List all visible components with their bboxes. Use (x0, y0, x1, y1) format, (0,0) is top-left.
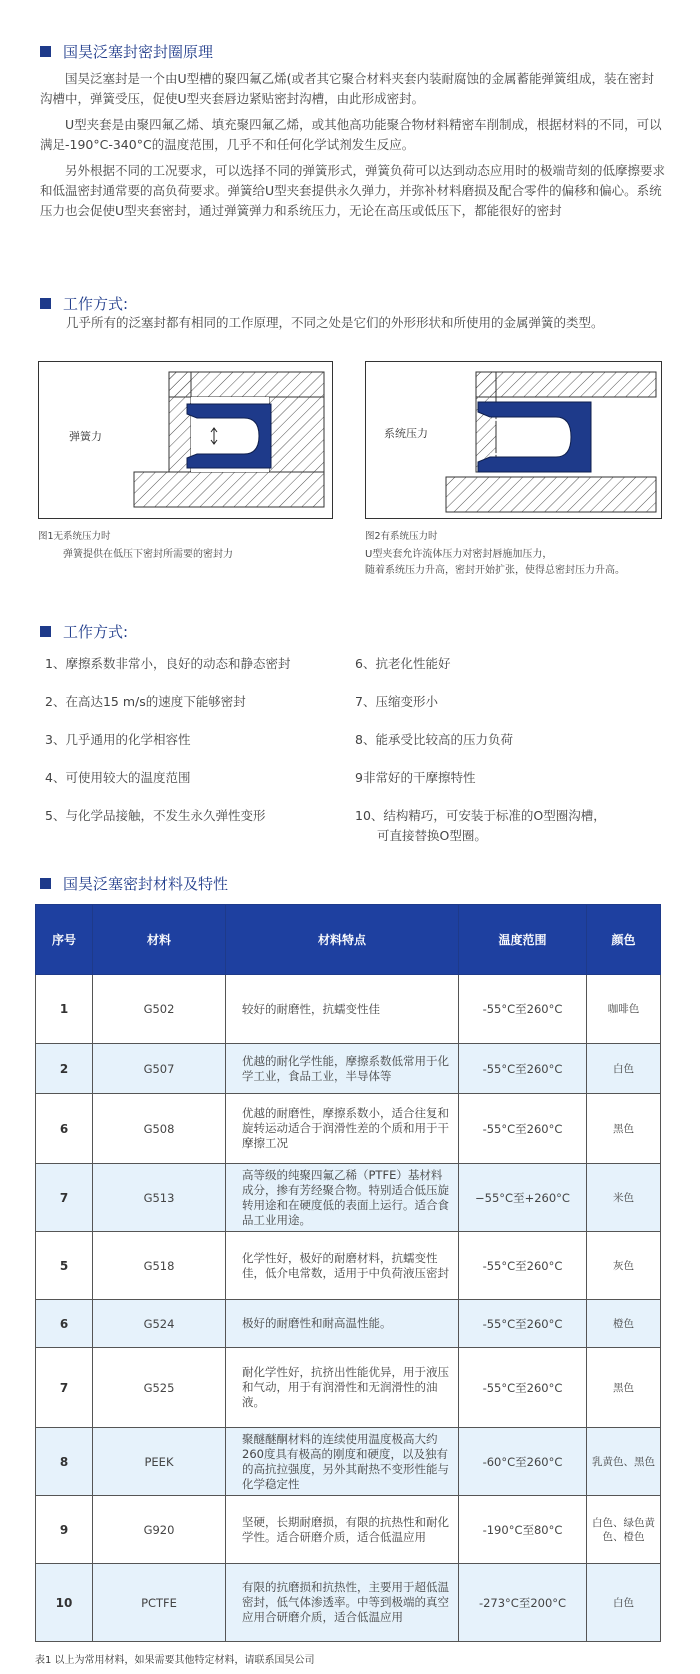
square-bullet-icon (40, 878, 51, 889)
table-header-row (36, 905, 661, 975)
section-title-text: 国昊泛塞密封材料及特性 (63, 875, 229, 893)
header-temperature: 温度范围 (459, 905, 587, 975)
cell-color: 咖啡色 (587, 975, 661, 1044)
header-seq: 序号 (36, 905, 93, 975)
feature-item: 8、能承受比较高的压力负荷 (355, 732, 513, 747)
cell-color: 白色 (587, 1044, 661, 1094)
materials-table (35, 904, 661, 1642)
feature-item: 7、压缩变形小 (355, 694, 438, 709)
cell-feature: 高等级的纯聚四氟乙稀（PTFE）基材料成分，掺有芳经聚合物。特别适合低压旋转用途和在硬度低的表面上运行。适合食品工业用途。 (226, 1164, 459, 1232)
cell-material: G524 (93, 1300, 226, 1348)
principle-paragraph-3: 另外根据不同的工况要求，可以选择不同的弹簧形式，弹簧负荷可以达到动态应用时的极端苛刻的低摩擦要求和低温密封通常要的高负荷要求。弹簧给U型夹套提供永久弹力，并弥补材料磨损及配合零件的偏移和偏心。系统压力也会促使U型夹套密封，通过弹簧弹力和系统压力，无论在高压或低压下，都能很好的密封 (40, 163, 666, 218)
cell-seq: 7 (36, 1164, 93, 1232)
cell-material: G525 (93, 1348, 226, 1428)
table-row (36, 1232, 661, 1300)
spring-force-label: 弹簧力 (69, 430, 102, 443)
feature-item: 2、在高达15 m/s的速度下能够密封 (45, 694, 246, 709)
cell-color: 白色、绿色黄色、橙色 (587, 1496, 661, 1564)
feature-item: 6、抗老化性能好 (355, 656, 451, 671)
table-row (36, 1164, 661, 1232)
cell-color: 米色 (587, 1164, 661, 1232)
figure-2-description-line-1: U型夹套允许流体压力对密封唇施加压力， (365, 549, 553, 560)
table-row (36, 975, 661, 1044)
cell-seq: 5 (36, 1232, 93, 1300)
diagram-with-pressure (365, 361, 662, 519)
cell-seq: 1 (36, 975, 93, 1044)
figure-2-caption: 图2有系统压力时 (365, 531, 438, 542)
cell-seq: 2 (36, 1044, 93, 1094)
feature-item: 1、摩擦系数非常小，良好的动态和静态密封 (45, 656, 291, 671)
header-material: 材料 (93, 905, 226, 975)
table-row (36, 1044, 661, 1094)
section-title-text: 工作方式: (63, 295, 129, 313)
cell-feature: 聚醚醚酮材料的连续使用温度极高大约260度具有极高的刚度和硬度，以及独有的高抗拉强度，另外其耐热不变形性能与化学稳定性 (226, 1428, 459, 1496)
cell-seq: 10 (36, 1564, 93, 1642)
cell-temperature: -190°C至80°C (459, 1496, 587, 1564)
cell-temperature: -273°C至200°C (459, 1564, 587, 1642)
cell-temperature: -55°C至260°C (459, 1300, 587, 1348)
diagram-no-pressure (38, 361, 333, 519)
cell-feature: 较好的耐磨性，抗蠕变性佳 (226, 975, 459, 1044)
square-bullet-icon (40, 46, 51, 57)
section-title-materials (40, 873, 228, 894)
figure-2-description-line-2: 随着系统压力升高，密封开始扩张，使得总密封压力升高。 (365, 565, 625, 576)
cell-temperature: -55°C至260°C (459, 1094, 587, 1164)
figure-1-description: 弹簧提供在低压下密封所需要的密封力 (63, 549, 233, 560)
cell-material: G502 (93, 975, 226, 1044)
table-row (36, 1496, 661, 1564)
table-row (36, 1300, 661, 1348)
header-feature: 材料特点 (226, 905, 459, 975)
section-title-text: 工作方式: (63, 623, 129, 641)
section-title-text: 国昊泛塞封密封圈原理 (63, 43, 214, 61)
cell-material: PCTFE (93, 1564, 226, 1642)
cell-color: 白色 (587, 1564, 661, 1642)
section-title-features (40, 621, 128, 642)
cell-color: 黑色 (587, 1348, 661, 1428)
feature-item: 10、结构精巧，可安装于标准的O型圈沟槽， (355, 808, 606, 823)
cell-color: 黑色 (587, 1094, 661, 1164)
cell-material: G508 (93, 1094, 226, 1164)
table-row (36, 1348, 661, 1428)
cell-material: G513 (93, 1164, 226, 1232)
table-row (36, 1094, 661, 1164)
cell-feature: 有限的抗磨损和抗热性，主要用于超低温密封，低气体渗透率。中等到极端的真空应用合研磨介质，适合低温应用 (226, 1564, 459, 1642)
cell-seq: 6 (36, 1094, 93, 1164)
cell-seq: 8 (36, 1428, 93, 1496)
cell-color: 橙色 (587, 1300, 661, 1348)
table-note: 表1 以上为常用材料，如果需要其他特定材料，请联系国昊公司 (35, 1655, 315, 1666)
principle-paragraph-1: 国昊泛塞封是一个由U型槽的聚四氟乙烯(或者其它聚合材料夹套内装耐腐蚀的金属蓄能弹簧组成，装在密封沟槽中，弹簧受压，促使U型夹套唇边紧贴密封沟槽，由此形成密封。 (40, 71, 655, 106)
table-row (36, 1564, 661, 1642)
cell-feature: 极好的耐磨性和耐高温性能。 (226, 1300, 459, 1348)
section-title-principle (40, 41, 213, 62)
header-color: 颜色 (587, 905, 661, 975)
cell-temperature: -55°C至260°C (459, 1044, 587, 1094)
cell-temperature: -60°C至260°C (459, 1428, 587, 1496)
cell-feature: 优越的耐化学性能，摩擦系数低常用于化学工业，食品工业，半导体等 (226, 1044, 459, 1094)
table-row (36, 1428, 661, 1496)
cell-seq: 6 (36, 1300, 93, 1348)
cell-seq: 9 (36, 1496, 93, 1564)
cell-material: G507 (93, 1044, 226, 1094)
figure-1-caption: 图1无系统压力时 (38, 531, 111, 542)
cell-feature: 坚硬，长期耐磨损，有限的抗热性和耐化学性。适合研磨介质，适合低温应用 (226, 1496, 459, 1564)
square-bullet-icon (40, 298, 51, 309)
square-bullet-icon (40, 626, 51, 637)
cell-feature: 化学性好，极好的耐磨材料，抗蠕变性佳，低介电常数，适用于中负荷液压密封 (226, 1232, 459, 1300)
feature-item-continuation: 可直接替换O型圈。 (377, 828, 487, 843)
cell-temperature: -55°C至260°C (459, 1232, 587, 1300)
feature-item: 9非常好的干摩擦特性 (355, 770, 476, 785)
feature-item: 4、可使用较大的温度范围 (45, 770, 191, 785)
cell-material: PEEK (93, 1428, 226, 1496)
feature-item: 5、与化学品接触，不发生永久弹性变形 (45, 808, 266, 823)
working-intro: 几乎所有的泛塞封都有相同的工作原理，不同之处是它们的外形形状和所使用的金属弹簧的类型。 (66, 315, 604, 330)
section-title-working (40, 293, 128, 314)
cell-material: G518 (93, 1232, 226, 1300)
principle-paragraph-2: U型夹套是由聚四氟乙烯、填充聚四氟乙烯，或其他高功能聚合物材料精密车削制成，根据材料的不同，可以满足-190°C-340°C的温度范围，几乎不和任何化学试剂发生反应。 (40, 117, 662, 152)
cell-seq: 7 (36, 1348, 93, 1428)
cell-temperature: -55°C至260°C (459, 1348, 587, 1428)
cell-temperature: −55°C至+260°C (459, 1164, 587, 1232)
cell-temperature: -55°C至260°C (459, 975, 587, 1044)
cell-material: G920 (93, 1496, 226, 1564)
system-pressure-label: 系统压力 (384, 427, 428, 440)
cell-feature: 优越的耐磨性，摩擦系数小，适合往复和旋转运动适合于润滑性差的个质和用于干摩擦工况 (226, 1094, 459, 1164)
feature-item: 3、几乎通用的化学相容性 (45, 732, 191, 747)
cell-color: 乳黄色、黑色 (587, 1428, 661, 1496)
cell-color: 灰色 (587, 1232, 661, 1300)
cell-feature: 耐化学性好，抗挤出性能优异，用于液压和气动，用于有润滑性和无润滑性的油液。 (226, 1348, 459, 1428)
